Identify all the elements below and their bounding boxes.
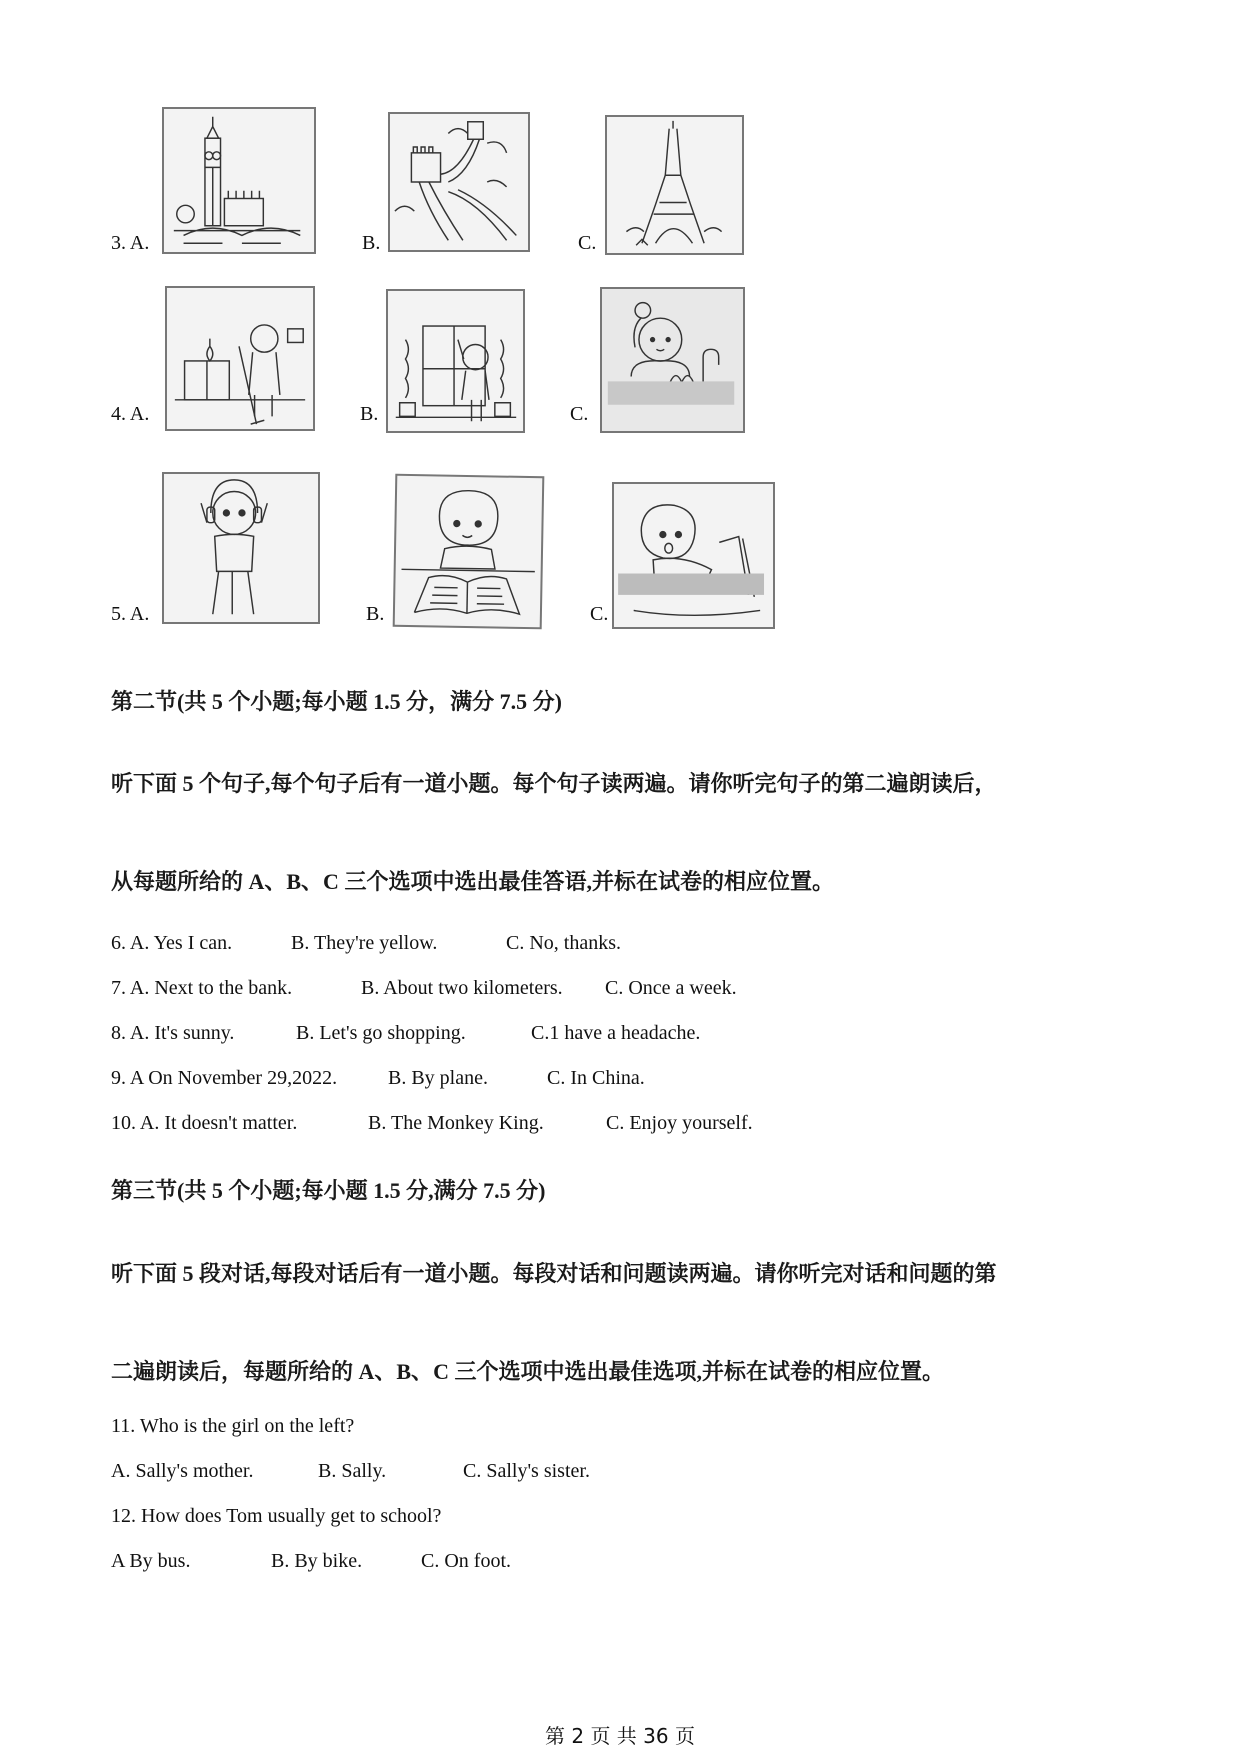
q9-option-c[interactable]: C. In China.	[547, 1067, 645, 1089]
big-ben-illustration-icon	[162, 107, 316, 254]
q4-option-a-label: 4. A.	[111, 403, 150, 425]
q8-option-b[interactable]: B. Let's go shopping.	[296, 1022, 466, 1044]
q4-option-c-label: C.	[570, 403, 589, 425]
q9-option-b[interactable]: B. By plane.	[388, 1067, 488, 1089]
q5-option-b-label: B.	[366, 603, 385, 625]
q6-option-b[interactable]: B. They're yellow.	[291, 932, 438, 954]
girl-sweeping-floor-illustration-icon	[165, 286, 315, 431]
q6-option-c[interactable]: C. No, thanks.	[506, 932, 621, 954]
q7-option-b[interactable]: B. About two kilometers.	[361, 977, 563, 999]
q7-option-c[interactable]: C. Once a week.	[605, 977, 737, 999]
section2-instruction-line2: 从每题所给的 A、B、C 三个选项中选出最佳答语,并标在试卷的相应位置。	[111, 869, 834, 894]
q10-option-b[interactable]: B. The Monkey King.	[368, 1112, 544, 1134]
q4-option-b-label: B.	[360, 403, 379, 425]
q3-option-c-label: C.	[578, 232, 597, 254]
boy-writing-notebook-illustration-icon	[393, 474, 545, 630]
great-wall-illustration-icon	[388, 112, 530, 252]
q11-option-c[interactable]: C. Sally's sister.	[463, 1460, 590, 1482]
q12-stem: 12. How does Tom usually get to school?	[111, 1505, 442, 1527]
girl-cleaning-window-illustration-icon	[386, 289, 525, 433]
girl-washing-dishes-illustration-icon	[600, 287, 745, 433]
q7-option-a[interactable]: 7. A. Next to the bank.	[111, 977, 293, 999]
q11-option-b[interactable]: B. Sally.	[318, 1460, 387, 1482]
q12-option-b[interactable]: B. By bike.	[271, 1550, 363, 1572]
section3-instruction-line2: 二遍朗读后，每题所给的 A、B、C 三个选项中选出最佳选项,并标在试卷的相应位置。	[111, 1359, 944, 1384]
boy-listening-headphones-illustration-icon	[162, 472, 320, 624]
q8-option-c[interactable]: C.1 have a headache.	[531, 1022, 701, 1044]
q6-option-a[interactable]: 6. A. Yes I can.	[111, 932, 233, 954]
q12-option-c[interactable]: C. On foot.	[421, 1550, 511, 1572]
eiffel-tower-illustration-icon	[605, 115, 744, 255]
q11-option-a[interactable]: A. Sally's mother.	[111, 1460, 254, 1482]
section3-instruction-line1: 听下面 5 段对话,每段对话后有一道小题。每段对话和问题读两遍。请你听完对话和问题的第	[111, 1261, 997, 1286]
section3-heading: 第三节(共 5 个小题;每小题 1.5 分,满分 7.5 分)	[111, 1178, 546, 1203]
q3-option-a-label: 3. A.	[111, 232, 150, 254]
q10-option-c[interactable]: C. Enjoy yourself.	[606, 1112, 753, 1134]
q9-option-a[interactable]: 9. A On November 29,2022.	[111, 1067, 338, 1089]
q5-option-a-label: 5. A.	[111, 603, 150, 625]
q3-option-b-label: B.	[362, 232, 381, 254]
q10-option-a[interactable]: 10. A. It doesn't matter.	[111, 1112, 298, 1134]
q5-option-c-label: C.	[590, 603, 609, 625]
boy-reading-aloud-illustration-icon	[612, 482, 775, 629]
q11-stem: 11. Who is the girl on the left?	[111, 1415, 355, 1437]
q8-option-a[interactable]: 8. A. It's sunny.	[111, 1022, 235, 1044]
section2-heading: 第二节(共 5 个小题;每小题 1.5 分，满分 7.5 分)	[111, 689, 562, 714]
page-number-footer: 第 2 页 共 36 页	[545, 1724, 695, 1748]
q12-option-a[interactable]: A By bus.	[111, 1550, 191, 1572]
section2-instruction-line1: 听下面 5 个句子,每个句子后有一道小题。每个句子读两遍。请你听完句子的第二遍朗读后，	[111, 771, 997, 796]
